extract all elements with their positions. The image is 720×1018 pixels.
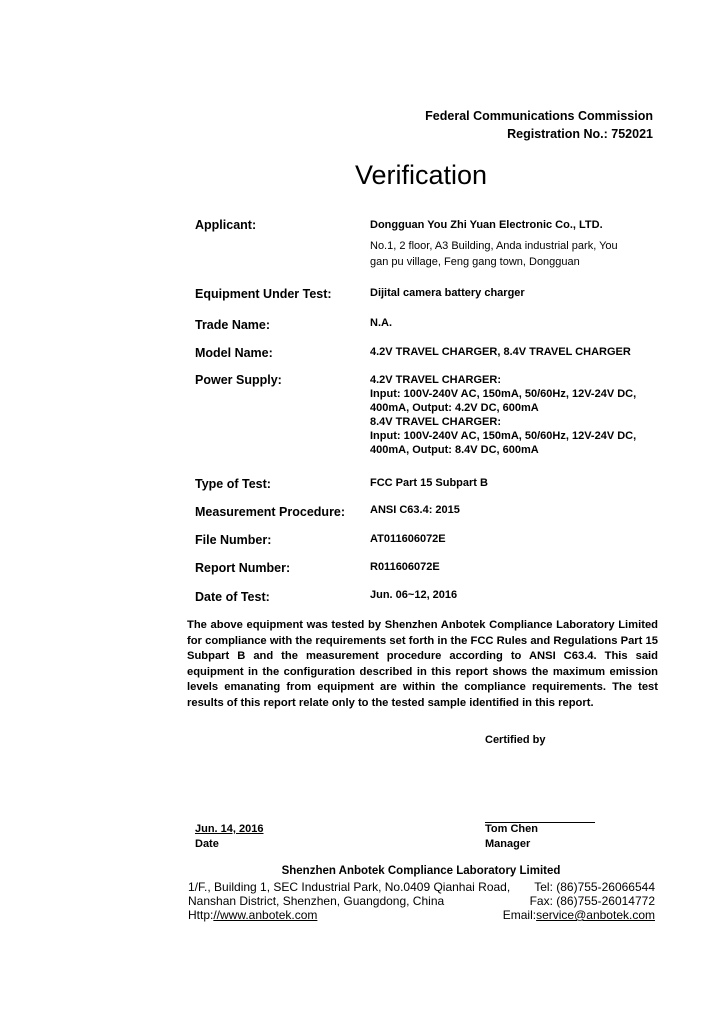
type-of-test-label: Type of Test:	[195, 477, 271, 491]
trade-name-value: N.A.	[370, 317, 392, 329]
footer-address-1: 1/F., Building 1, SEC Industrial Park, No.0409 Qianhai Road,	[188, 880, 511, 894]
compliance-statement: The above equipment was tested by Shenzhen Anbotek Compliance Laboratory Limited for compliance with the requirements set forth in the FCC Rules and Regulations Part 15 Subpart B and the measurement procedure according to ANSI C63.4. This said equipment in the configuration described in this report shows the maximum emission levels emanating from equipment are within the compliance requirements. The test results of this report relate only to the tested sample identified in this report.	[187, 619, 658, 709]
footer-email	[503, 908, 655, 922]
signer-name: Tom Chen	[485, 823, 538, 835]
type-of-test-value: FCC Part 15 Subpart B	[370, 477, 488, 489]
power-supply-label: Power Supply:	[195, 373, 282, 387]
power-line: 4.2V TRAVEL CHARGER:	[370, 374, 502, 386]
email-prefix: Email:	[502, 908, 537, 922]
file-number-value: AT011606072E	[370, 533, 446, 545]
date-of-test-label: Date of Test:	[195, 590, 270, 604]
footer-company: Shenzhen Anbotek Compliance Laboratory Limited	[281, 865, 561, 877]
measurement-procedure-label: Measurement Procedure:	[195, 505, 346, 519]
certified-by: Certified by	[485, 734, 546, 746]
power-line: 400mA, Output: 8.4V DC, 600mA	[370, 444, 539, 456]
applicant-address-1: No.1, 2 floor, A3 Building, Anda industrial park, You	[370, 240, 618, 252]
date-of-test-value: Jun. 06~12, 2016	[370, 589, 458, 601]
model-name-value: 4.2V TRAVEL CHARGER, 8.4V TRAVEL CHARGER	[370, 346, 631, 358]
eut-value: Dijital camera battery charger	[370, 287, 525, 299]
website-link[interactable]: //www.anbotek.com	[213, 908, 318, 922]
signer-role: Manager	[485, 838, 531, 850]
power-line: 400mA, Output: 4.2V DC, 600mA	[370, 402, 539, 414]
date-label: Date	[195, 838, 219, 850]
file-number-label: File Number:	[195, 533, 272, 547]
email-link[interactable]: service@anbotek.com	[536, 908, 655, 922]
measurement-procedure-value: ANSI C63.4: 2015	[370, 504, 460, 516]
agency-name: Federal Communications Commission	[425, 109, 653, 123]
model-name-label: Model Name:	[195, 346, 273, 360]
footer-tel: Tel: (86)755-26066544	[534, 880, 655, 894]
applicant-label: Applicant:	[195, 218, 257, 232]
power-line: 8.4V TRAVEL CHARGER:	[370, 416, 502, 428]
report-number-label: Report Number:	[195, 561, 291, 575]
power-line: Input: 100V-240V AC, 150mA, 50/60Hz, 12V-24V DC,	[370, 388, 637, 400]
applicant-address-2: gan pu village, Feng gang town, Dongguan	[370, 256, 580, 268]
applicant-value: Dongguan You Zhi Yuan Electronic Co., LTD.	[370, 219, 603, 231]
page-title: Verification	[354, 160, 488, 190]
power-line: Input: 100V-240V AC, 150mA, 50/60Hz, 12V-24V DC,	[370, 430, 637, 442]
footer-website	[188, 908, 317, 922]
footer-fax: Fax: (86)755-26014772	[529, 894, 655, 908]
report-number-value: R011606072E	[370, 561, 440, 573]
footer-address-2: Nanshan District, Shenzhen, Guangdong, China	[188, 894, 445, 908]
registration-number: Registration No.: 752021	[507, 127, 653, 141]
trade-name-label: Trade Name:	[195, 318, 271, 332]
http-prefix: Http:	[188, 908, 214, 922]
signed-date: Jun. 14, 2016	[195, 823, 264, 835]
eut-label: Equipment Under Test:	[195, 287, 332, 301]
power-supply-value	[370, 373, 636, 457]
